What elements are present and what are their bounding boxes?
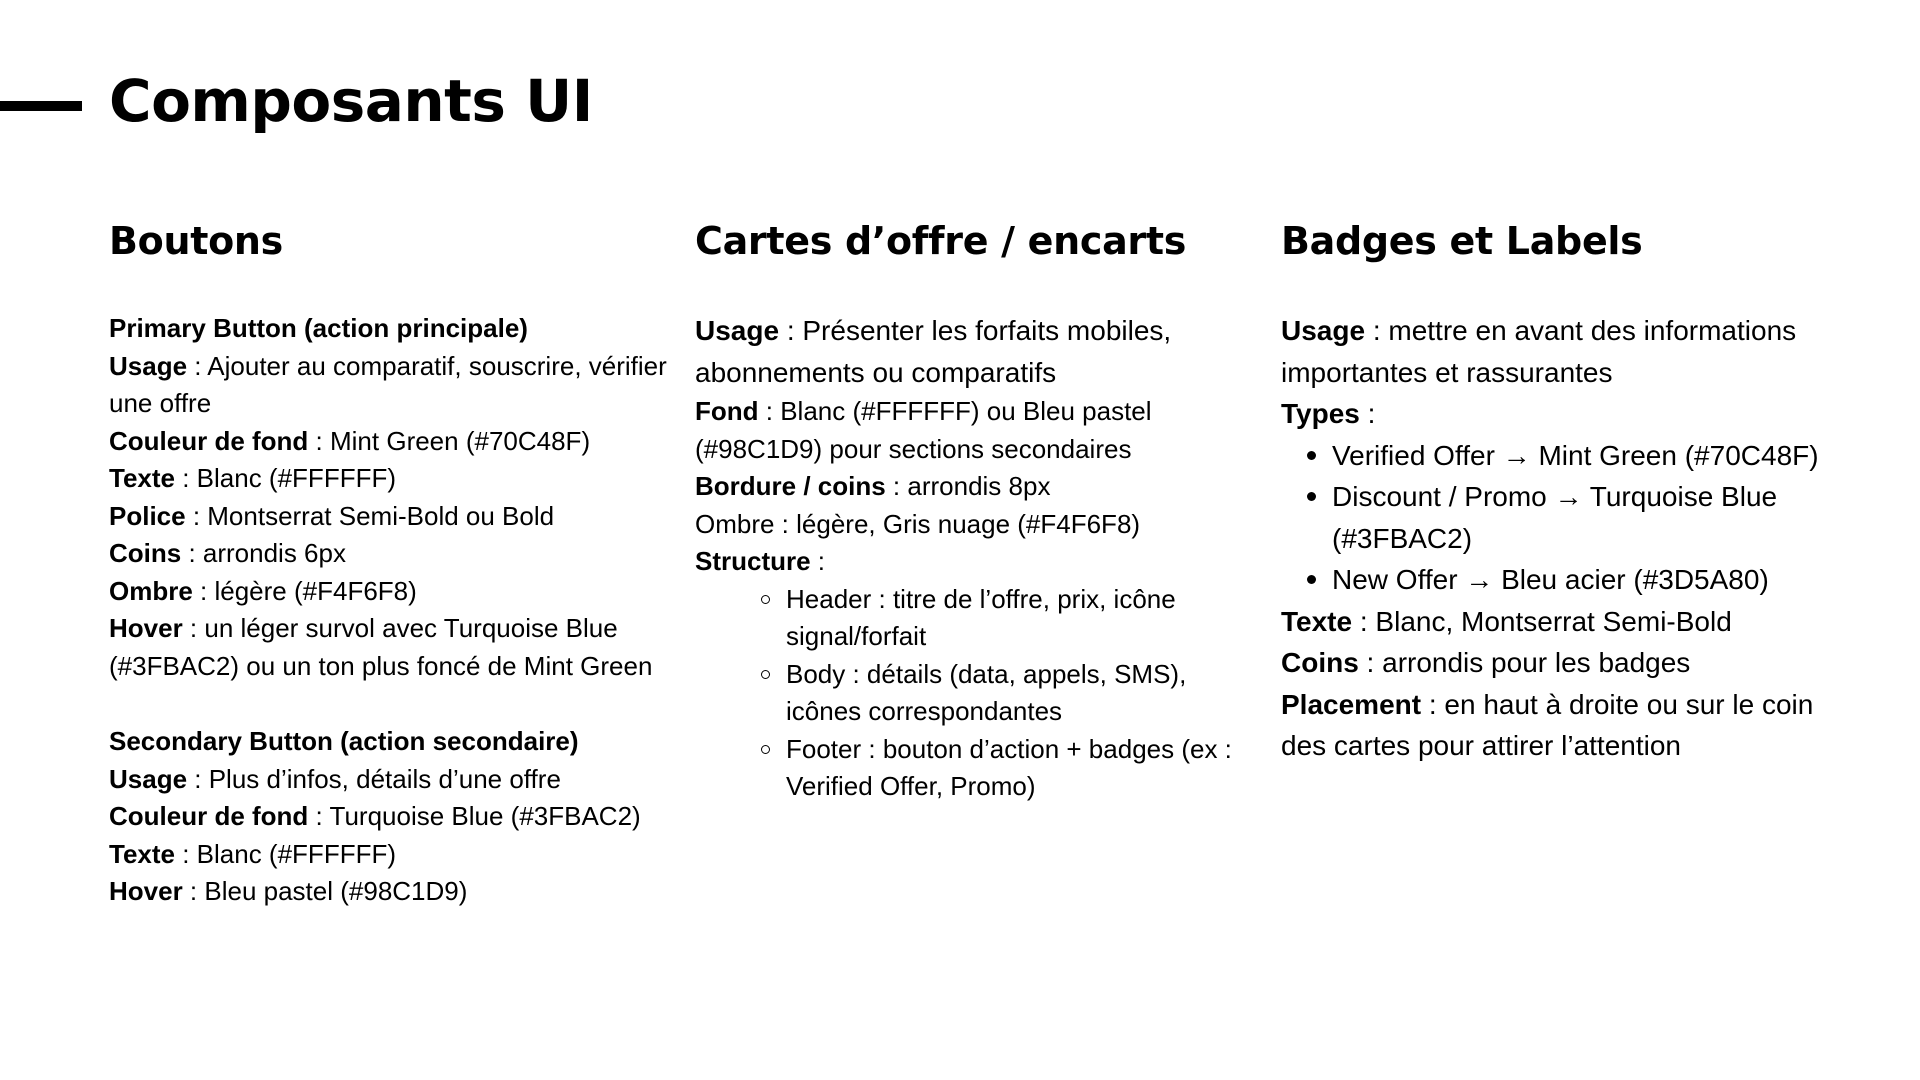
badges-heading: Badges et Labels — [1281, 219, 1643, 263]
list-item — [786, 656, 1260, 731]
cards-usage-value: : Présenter les forfaits mobiles, abonnements ou comparatifs — [695, 315, 1172, 388]
secondary-text-line — [109, 836, 677, 874]
badges-corners-label: Coins — [1281, 647, 1359, 678]
badges-text-value: : Blanc, Montserrat Semi-Bold — [1352, 605, 1732, 637]
primary-hover-value: : un léger survol avec Turquoise Blue (#3FBAC2) ou un ton plus foncé de Mint Green — [109, 613, 653, 681]
circle-bullet-icon — [761, 670, 770, 679]
cards-bg-line — [695, 393, 1260, 468]
badge-types-list — [1281, 435, 1841, 601]
primary-text-line — [109, 460, 677, 498]
primary-corners-line — [109, 535, 677, 573]
badges-placement-label: Placement — [1281, 688, 1422, 720]
cards-bg-value: : Blanc (#FFFFFF) ou Bleu pastel (#98C1D9) pour sections secondaires — [695, 396, 1152, 464]
slide-title: Composants UI — [109, 67, 593, 135]
badges-column — [1281, 218, 1841, 767]
disc-bullet-icon — [1307, 575, 1316, 584]
secondary-hover-label: Hover — [109, 876, 183, 906]
secondary-hover-line — [109, 873, 677, 911]
badges-usage-label: Usage — [1281, 315, 1366, 346]
badges-corners-line — [1281, 642, 1841, 684]
structure-item-text: Footer : bouton d’action + badges (ex : Verified Offer, Promo) — [786, 733, 1232, 801]
primary-font-label: Police — [109, 500, 186, 531]
offer-cards-spec — [695, 393, 1260, 806]
badges-types-line — [1281, 393, 1841, 435]
buttons-heading: Boutons — [109, 219, 283, 263]
primary-text-label: Texte — [109, 463, 175, 493]
cards-usage-line — [695, 310, 1260, 393]
primary-bg-line — [109, 423, 677, 461]
badges-corners-value: : arrondis pour les badges — [1358, 647, 1691, 678]
list-item — [1332, 435, 1841, 477]
list-item — [786, 731, 1260, 806]
primary-bg-value: : Mint Green (#70C48F) — [308, 425, 591, 456]
primary-corners-value: : arrondis 6px — [181, 538, 346, 568]
badges-usage-value: : mettre en avant des informations importantes et rassurantes — [1281, 315, 1797, 388]
secondary-bg-value: : Turquoise Blue (#3FBAC2) — [308, 801, 641, 831]
badges-types-label: Types — [1281, 398, 1360, 429]
structure-item-text: Body : détails (data, appels, SMS), icônes correspondantes — [786, 658, 1187, 726]
secondary-text-value: : Blanc (#FFFFFF) — [175, 838, 396, 869]
primary-usage-value: : Ajouter au comparatif, souscrire, vérifier une offre — [109, 350, 667, 418]
cards-structure-label: Structure — [695, 546, 811, 576]
list-item — [786, 581, 1260, 656]
badges-placement-line — [1281, 684, 1841, 767]
cards-border-value: : arrondis 8px — [885, 471, 1051, 501]
primary-bg-label: Couleur de fond — [109, 425, 309, 456]
primary-button-title: Primary Button (action principale) — [109, 313, 528, 343]
offer-cards-column — [695, 218, 1260, 806]
structure-list — [695, 581, 1260, 806]
secondary-bg-line — [109, 798, 677, 836]
primary-corners-label: Coins — [109, 538, 182, 568]
cards-border-line — [695, 468, 1260, 506]
badge-type-text: Verified Offer → Mint Green (#70C48F) — [1332, 439, 1819, 471]
primary-text-value: : Blanc (#FFFFFF) — [175, 463, 396, 493]
section-spacer — [109, 685, 677, 723]
cards-border-label: Bordure / coins — [695, 471, 886, 501]
secondary-hover-value: : Bleu pastel (#98C1D9) — [182, 876, 468, 906]
structure-item-text: Header : titre de l’offre, prix, icône signal/forfait — [786, 583, 1176, 651]
primary-font-line — [109, 498, 677, 536]
secondary-usage-value: : Plus d’infos, détails d’une offre — [187, 763, 561, 794]
primary-hover-line — [109, 610, 677, 685]
secondary-button-title: Secondary Button (action secondaire) — [109, 726, 579, 756]
badges-text-label: Texte — [1281, 605, 1353, 637]
primary-shadow-value: : légère (#F4F6F8) — [192, 575, 417, 606]
disc-bullet-icon — [1307, 451, 1316, 460]
list-item — [1332, 476, 1841, 559]
secondary-usage-line — [109, 761, 677, 799]
disc-bullet-icon — [1307, 492, 1316, 501]
offer-cards-heading: Cartes d’offre / encarts — [695, 219, 1187, 263]
badges-types-value: : — [1359, 398, 1376, 429]
secondary-usage-label: Usage — [109, 763, 188, 794]
primary-shadow-line — [109, 573, 677, 611]
primary-button-spec — [109, 310, 677, 685]
primary-shadow-label: Ombre — [109, 575, 193, 606]
buttons-column — [109, 218, 677, 911]
badges-usage-line — [1281, 310, 1841, 393]
primary-usage-label: Usage — [109, 350, 188, 381]
badge-type-text: New Offer → Bleu acier (#3D5A80) — [1332, 564, 1769, 595]
badges-text-line — [1281, 601, 1841, 643]
primary-usage-line — [109, 348, 677, 423]
cards-bg-label: Fond — [695, 396, 759, 426]
secondary-bg-label: Couleur de fond — [109, 801, 309, 831]
cards-usage-label: Usage — [695, 315, 780, 346]
cards-structure-value: : — [810, 546, 826, 576]
circle-bullet-icon — [761, 745, 770, 754]
list-item — [1332, 559, 1841, 601]
secondary-button-spec — [109, 723, 677, 911]
cards-shadow-line: Ombre : légère, Gris nuage (#F4F6F8) — [695, 508, 1141, 539]
badges-placement-value: : en haut à droite ou sur le coin des cartes pour attirer l’attention — [1281, 688, 1814, 761]
badge-type-text: Discount / Promo → Turquoise Blue (#3FBAC2) — [1332, 481, 1778, 554]
title-accent-bar — [0, 101, 82, 111]
primary-hover-label: Hover — [109, 613, 183, 643]
secondary-text-label: Texte — [109, 838, 175, 869]
cards-structure-line — [695, 543, 1260, 581]
offer-cards-usage — [695, 310, 1260, 393]
badges-spec — [1281, 310, 1841, 767]
primary-font-value: : Montserrat Semi-Bold ou Bold — [185, 500, 555, 531]
circle-bullet-icon — [761, 595, 770, 604]
